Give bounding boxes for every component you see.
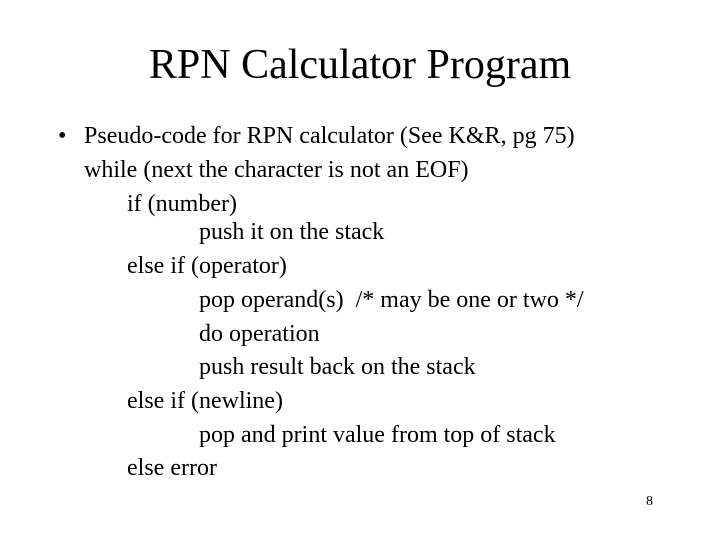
code-line-push-result: push result back on the stack [199,354,476,380]
code-line-else-error: else error [127,455,217,481]
bullet-marker: • [58,123,67,149]
bullet-heading: Pseudo-code for RPN calculator (See K&R, pg 75) [84,123,575,149]
code-line-else-operator: else if (operator) [127,253,287,279]
page-number: 8 [646,494,653,509]
code-line-pop-operands: pop operand(s) /* may be one or two */ [199,287,584,313]
code-line-if-number: if (number) [127,191,237,217]
code-line-pop-print: pop and print value from top of stack [199,422,556,448]
code-line-while: while (next the character is not an EOF) [84,157,469,183]
code-line-else-newline: else if (newline) [127,388,283,414]
code-line-do-operation: do operation [199,321,320,347]
slide-title: RPN Calculator Program [148,42,572,88]
code-line-push: push it on the stack [199,219,385,245]
